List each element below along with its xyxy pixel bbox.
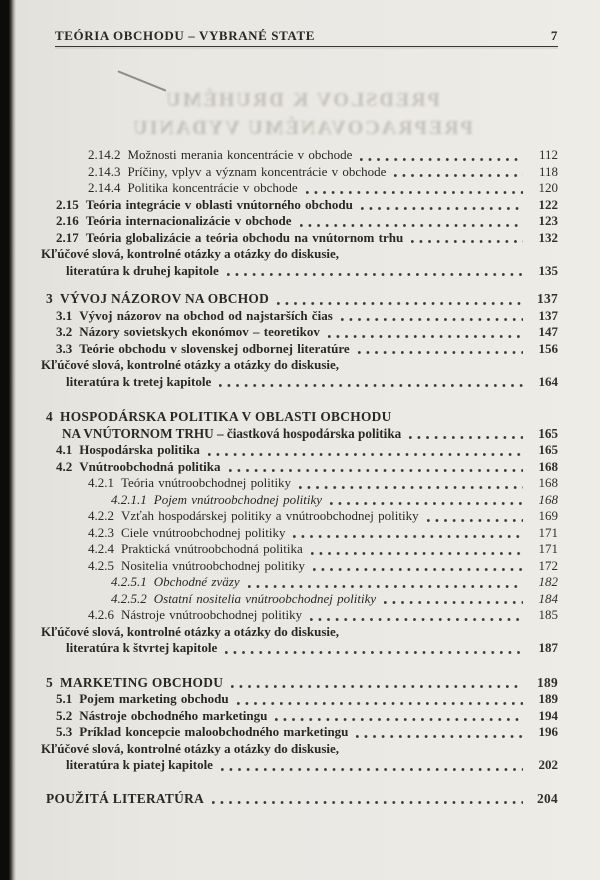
toc-entry-title: Príklad koncepcie maloobchodného marketingu [79, 724, 349, 739]
toc-entry-title: MARKETING OBCHODU [60, 674, 224, 690]
toc-entry-label [56, 691, 229, 708]
toc-entry-title: Politika koncentrácie v obchode [127, 180, 298, 195]
toc-entry-title: POUŽITÁ LITERATÚRA [46, 790, 205, 806]
toc-entry-page: 118 [538, 163, 558, 179]
toc-entry [62, 426, 558, 443]
toc-entry-title: Príčiny, vplyv a význam koncentrácie v obchode [127, 163, 387, 179]
toc-entry-label [56, 724, 348, 741]
toc-entry-label [41, 741, 339, 758]
toc-entry-label [66, 757, 213, 774]
toc-entry [56, 230, 558, 247]
toc-entry-page: 184 [538, 590, 558, 606]
toc-entry-number: 4.2.1.1 [111, 491, 147, 507]
toc-entry-number: 4.2 [56, 458, 73, 474]
toc-entry [56, 724, 558, 741]
toc-entry-label [56, 230, 403, 247]
bleedthrough-line-2: PREPRACOVANÉMU VYDANIU [131, 117, 473, 139]
toc-entry-page: 165 [538, 425, 558, 441]
toc-entry-label [56, 442, 200, 459]
toc-entry-page: 120 [538, 180, 558, 195]
toc-entry-label [56, 341, 350, 358]
dot-leader [277, 302, 523, 305]
toc-entry [88, 558, 558, 575]
toc-entry-title: Teórie obchodu v slovenskej odbornej literatúre [79, 340, 350, 356]
toc-entry-number: 3.1 [56, 307, 73, 323]
toc-entry-page: 189 [537, 674, 558, 690]
toc-entry-label [66, 640, 217, 657]
toc-entry-number: 5 [46, 674, 53, 690]
toc-entry-page: 147 [538, 324, 558, 339]
toc-entry-page: 196 [538, 724, 558, 739]
dot-leader [225, 651, 523, 654]
toc-entry-number: 4.2.6 [88, 607, 114, 622]
dot-leader [313, 568, 523, 571]
dot-leader [231, 685, 523, 688]
toc-entry-title: Kľúčové slová, kontrolné otázky a otázky do diskusie, [41, 357, 340, 372]
toc-entry-number: 2.14.4 [88, 180, 121, 195]
toc-entry-page: 165 [538, 442, 558, 457]
toc-entry-number: 4.2.2 [88, 508, 114, 523]
toc-entry-label [88, 607, 302, 624]
toc-entry [41, 741, 558, 758]
toc-entry-number: 4.2.1 [88, 475, 114, 490]
toc-entry-title: Ciele vnútroobchodnej politiky [121, 524, 286, 540]
bleedthrough-line-1: PREDSLOV K DRUHÉMU [164, 89, 440, 111]
toc-entry-page: 112 [538, 147, 558, 162]
toc-entry-page: 156 [538, 340, 558, 356]
dot-leader [275, 718, 523, 721]
dot-leader [361, 207, 523, 210]
dot-leader [310, 618, 523, 621]
toc-entry-title: Možnosti merania koncentrácie v obchode [127, 147, 353, 162]
toc-block [41, 409, 558, 657]
toc-entry-page: 185 [538, 607, 558, 622]
toc-entry-number: 3.2 [56, 324, 73, 339]
toc-entry-label [66, 263, 219, 280]
toc-entry-page: 169 [538, 508, 558, 523]
toc-entry-title: Teória vnútroobchodnej politiky [121, 475, 292, 490]
toc-entry-title: Názory sovietskych ekonómov – teoretikov [79, 324, 320, 339]
toc-entry-title: VÝVOJ NÁZOROV NA OBCHOD [60, 291, 270, 306]
header-rule [55, 46, 558, 47]
toc-entry-label [111, 492, 322, 509]
toc-entry-page: 135 [538, 262, 558, 278]
toc-entry [66, 374, 558, 391]
toc-entry-label [56, 213, 292, 230]
toc-entry-page: 194 [538, 707, 558, 723]
toc-entry-page: 164 [538, 373, 558, 389]
toc-entry-title: Teória globalizácie a teória obchodu na vnútornom trhu [85, 229, 404, 245]
toc-entry-label [88, 558, 305, 575]
toc-entry-number: 4.2.5.2 [111, 590, 147, 606]
running-header-page-number: 7 [550, 28, 558, 43]
toc-entry-number: 4 [46, 409, 53, 424]
toc-entry-page: 182 [538, 574, 558, 589]
toc-entry-title: Teória internacionalizácie v obchode [85, 213, 292, 228]
toc-entry-number: 2.17 [56, 229, 79, 245]
toc-entry [56, 308, 558, 325]
toc-entry-label [66, 374, 211, 391]
toc-entry [56, 213, 558, 230]
table-of-contents [41, 147, 558, 807]
toc-entry-number: 2.16 [56, 213, 79, 228]
toc-entry-title: literatúra k tretej kapitole [66, 373, 212, 389]
toc-entry-page: 172 [538, 557, 558, 573]
toc-entry-title: Vývoj názorov na obchod od najstarších čias [79, 307, 333, 323]
toc-entry-page: 202 [538, 757, 558, 772]
toc-entry [111, 574, 558, 591]
toc-block [41, 147, 558, 279]
toc-entry-label [88, 475, 291, 492]
toc-entry-label [46, 409, 392, 426]
toc-entry [88, 180, 558, 197]
dot-leader [356, 735, 523, 738]
dot-leader [229, 469, 523, 472]
dot-leader [427, 519, 523, 522]
dot-leader [300, 224, 523, 227]
toc-entry-title: Kľúčové slová, kontrolné otázky a otázky do diskusie, [41, 740, 340, 756]
toc-entry-title: Vnútroobchodná politika [79, 458, 221, 474]
toc-entry [111, 591, 558, 608]
toc-entry-page: 189 [538, 691, 558, 706]
toc-entry-label [88, 180, 298, 197]
toc-entry-number: 4.1 [56, 442, 73, 457]
toc-entry-number: 3.3 [56, 340, 73, 356]
toc-entry [46, 791, 558, 808]
toc-entry-title: Pojem marketing obchodu [79, 691, 229, 706]
dot-leader [208, 453, 523, 456]
toc-entry [88, 164, 558, 181]
toc-entry-number: 5.1 [56, 691, 73, 706]
toc-entry-page: 168 [538, 475, 558, 490]
toc-entry-label [88, 525, 285, 542]
toc-entry-label [56, 197, 353, 214]
toc-entry-page: 122 [538, 196, 558, 212]
page-content [41, 0, 558, 807]
toc-entry-title: HOSPODÁRSKA POLITIKA V OBLASTI OBCHODU [60, 409, 392, 424]
toc-entry [46, 409, 558, 426]
toc-entry [66, 640, 558, 657]
dot-leader [330, 502, 523, 505]
toc-entry [56, 324, 558, 341]
toc-entry-page: 204 [537, 790, 558, 806]
toc-entry-title: Praktická vnútroobchodná politika [121, 541, 303, 556]
dot-leader [409, 436, 523, 439]
toc-entry [88, 541, 558, 558]
toc-entry-label [46, 291, 269, 308]
running-header-title: TEÓRIA OBCHODU – VYBRANÉ STATE [55, 28, 315, 43]
dot-leader [341, 318, 523, 321]
dot-leader [328, 335, 523, 338]
toc-entry-number: 2.14.2 [88, 147, 121, 162]
toc-entry-number: 4.2.3 [88, 524, 114, 540]
toc-entry-title: Vzťah hospodárskej politiky a vnútroobchodnej politiky [121, 508, 419, 523]
toc-entry-title: Obchodné zväzy [153, 574, 240, 589]
toc-entry-number: 2.14.3 [88, 163, 121, 179]
dot-leader [293, 535, 523, 538]
toc-entry-title: literatúra k piatej kapitole [66, 757, 213, 772]
toc-entry [56, 442, 558, 459]
dot-leader [306, 191, 523, 194]
toc-entry-page: 171 [538, 541, 558, 556]
toc-entry [56, 341, 558, 358]
dot-leader [384, 601, 523, 604]
toc-entry-label [62, 426, 401, 443]
toc-entry-label [56, 459, 221, 476]
toc-entry [46, 675, 558, 692]
toc-entry [41, 624, 558, 641]
toc-entry [88, 508, 558, 525]
toc-entry-page: 137 [537, 291, 558, 306]
toc-entry-label [88, 508, 419, 525]
toc-block [41, 291, 558, 390]
toc-entry-label [111, 574, 240, 591]
dot-leader [411, 240, 523, 243]
toc-entry [88, 607, 558, 624]
toc-entry [56, 459, 558, 476]
dot-leader [248, 585, 523, 588]
toc-entry-label [41, 624, 339, 641]
toc-block [41, 675, 558, 774]
toc-entry-title: literatúra k druhej kapitole [66, 262, 219, 278]
toc-entry-page: 187 [538, 640, 558, 655]
toc-entry-page: 132 [538, 229, 558, 245]
dot-leader [219, 384, 523, 387]
toc-entry [41, 357, 558, 374]
toc-entry [111, 492, 558, 509]
running-header [55, 28, 558, 43]
toc-entry [88, 147, 558, 164]
dot-leader [299, 486, 523, 489]
toc-entry-number: 5.2 [56, 707, 73, 723]
toc-entry [56, 708, 558, 725]
toc-entry [88, 525, 558, 542]
toc-entry-page: 123 [538, 213, 558, 228]
dot-leader [227, 273, 523, 276]
toc-entry-label [88, 541, 303, 558]
toc-entry-page: 171 [538, 524, 558, 540]
toc-entry-title: Teória integrácie v oblasti vnútorného obchodu [85, 196, 353, 212]
toc-entry-title: literatúra k štvrtej kapitole [66, 640, 218, 655]
toc-entry-number: 4.2.4 [88, 541, 114, 556]
toc-entry-title: Ostatní nositelia vnútroobchodnej politiky [153, 590, 377, 606]
toc-entry-page: 168 [538, 458, 558, 474]
toc-entry-number: 4.2.5.1 [111, 574, 147, 589]
dot-leader [212, 801, 523, 804]
toc-entry-page: 168 [538, 491, 558, 507]
toc-entry-label [88, 147, 352, 164]
toc-entry-title: Pojem vnútroobchodnej politiky [153, 491, 323, 507]
book-spine-shadow [0, 0, 16, 880]
dot-leader [358, 351, 523, 354]
toc-entry-title: Kľúčové slová, kontrolné otázky a otázky do diskusie, [41, 623, 340, 639]
toc-entry [56, 197, 558, 214]
dot-leader [237, 702, 523, 705]
toc-entry-number: 4.2.5 [88, 557, 114, 573]
toc-entry-number: 5.3 [56, 724, 73, 739]
dot-leader [311, 552, 523, 555]
toc-block [41, 791, 558, 808]
toc-entry [56, 691, 558, 708]
toc-entry-label [46, 675, 223, 692]
toc-entry-title: Hospodárska politika [79, 442, 200, 457]
toc-entry [66, 757, 558, 774]
toc-entry-title: Nástroje vnútroobchodnej politiky [121, 607, 303, 622]
dot-leader [360, 158, 523, 161]
toc-entry-label [56, 324, 320, 341]
toc-entry-label [41, 246, 339, 263]
dot-leader [221, 768, 523, 771]
toc-entry-title: Nositelia vnútroobchodnej politiky [121, 557, 305, 573]
toc-entry-label [41, 357, 339, 374]
toc-entry-label [46, 791, 204, 808]
toc-entry-title: Kľúčové slová, kontrolné otázky a otázky do diskusie, [41, 246, 340, 261]
toc-entry [88, 475, 558, 492]
toc-entry-label [88, 164, 386, 181]
toc-entry [46, 291, 558, 308]
dot-leader [394, 174, 523, 177]
toc-entry [41, 246, 558, 263]
toc-entry-label [56, 308, 333, 325]
toc-entry-title: Nástroje obchodného marketingu [79, 707, 268, 723]
toc-entry-number: 3 [46, 291, 53, 306]
toc-entry [66, 263, 558, 280]
toc-entry-page: 137 [538, 307, 558, 323]
toc-entry-number: 2.15 [56, 196, 79, 212]
toc-entry-label [111, 591, 376, 608]
toc-entry-title: NA VNÚTORNOM TRHU – čiastková hospodárska politika [62, 425, 402, 441]
toc-entry-label [56, 708, 267, 725]
